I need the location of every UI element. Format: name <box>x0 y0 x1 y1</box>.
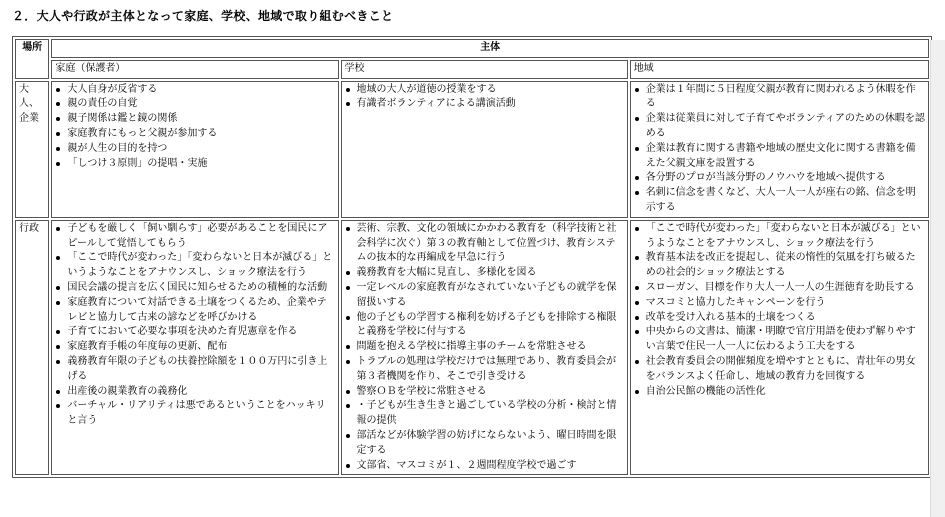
list-item: 出産後の親業教育の義務化 <box>55 385 334 400</box>
list-item: 企業は従業員に対して子育てやボランティアのための休暇を認める <box>634 112 925 142</box>
column-header-region: 地域 <box>630 60 929 79</box>
vertical-scrollbar[interactable] <box>930 40 945 517</box>
item-list <box>55 83 334 172</box>
list-item: 大人自身が反省する <box>55 83 334 98</box>
list-item: 子どもを厳しく「飼い馴らす」必要があることを国民にアピールして覚悟してもらう <box>55 222 334 252</box>
list-item: 企業は教育に関する書籍や地域の歴史文化に関する書籍を備えた父親文庫を設置する <box>634 142 925 172</box>
list-item: 自治公民館の機能の活性化 <box>634 385 925 400</box>
column-header-home: 家庭（保護者） <box>51 60 338 79</box>
list-item: 文部省、マスコミが１、２週間程度学校で過ごす <box>345 459 624 474</box>
table-row <box>15 220 929 476</box>
list-item: 「ここで時代が変わった」「変わらないと日本が滅びる」というようなことをアナウンスし、ショック療法を行う <box>55 251 334 281</box>
list-item: 親が人生の目的を持つ <box>55 142 334 157</box>
list-item: 各分野のプロが当該分野のノウハウを地域へ提供する <box>634 171 925 186</box>
list-item: 社会教育委員会の開催頻度を増やすとともに、青壮年の男女をバランスよく任命し、地域の教育力を回復する <box>634 355 925 385</box>
cell-adults-home <box>51 81 338 218</box>
list-item: 家庭教育について対話できる土壌をつくるため、企業やテレビと協力して古来の諺などを呼びかける <box>55 296 334 326</box>
list-item: 教育基本法を改正を提起し、従来の惰性的気風を打ち破るための社会的ショック療法とする <box>634 251 925 281</box>
list-item: 問題を抱える学校に指導主事のチームを常駐させる <box>345 340 624 355</box>
list-item: 家庭教育にもっと父親が参加する <box>55 127 334 142</box>
list-item: 名刺に信念を書くなど、大人一人一人が座右の銘、信念を明示する <box>634 186 925 216</box>
column-header-school: 学校 <box>341 60 628 79</box>
item-list <box>345 222 624 474</box>
row-label-adults: 大人、企業 <box>15 81 49 218</box>
list-item: 部活などが体験学習の妨げにならないよう、曜日時間を限定する <box>345 429 624 459</box>
table-row <box>15 81 929 218</box>
item-list <box>345 83 624 113</box>
list-item: 企業は１年間に５日程度父親が教育に関われるよう休暇を作る <box>634 83 925 113</box>
list-item: 警察ＯＢを学校に常駐させる <box>345 385 624 400</box>
list-item: 「しつけ３原則」の提唱・実施 <box>55 157 334 172</box>
cell-adults-school <box>341 81 628 218</box>
subject-header: 主体 <box>51 39 929 58</box>
item-list <box>634 222 925 400</box>
list-item: 親の責任の自覚 <box>55 97 334 112</box>
list-item: バーチャル・リアリティは悪であるということをハッキリと言う <box>55 399 334 429</box>
list-item: 子育てにおいて必要な事項を決めた育児憲章を作る <box>55 325 334 340</box>
row-label-government: 行政 <box>15 220 49 476</box>
page-title: ２．大人や行政が主体となって家庭、学校、地域で取り組むべきこと <box>12 9 394 23</box>
list-item: 改革を受け入れる基本的土壌をつくる <box>634 311 925 326</box>
list-item: トラブルの処理は学校だけでは無理であり、教育委員会が第３者機関を作り、そこで引き受ける <box>345 355 624 385</box>
table-header-row <box>15 39 929 58</box>
list-item: ・子どもが生き生きと過ごしている学校の分析・検討と情報の提供 <box>345 399 624 429</box>
list-item: スローガン、目標を作り大人一人一人の生涯徳育を助長する <box>634 281 925 296</box>
list-item: 中央からの文書は、簡潔・明瞭で官庁用語を使わず解りやすい言葉で住民一人一人に伝わるよう工夫をする <box>634 325 925 355</box>
list-item: 義務教育年限の子どもの扶養控除額を１００万円に引き上げる <box>55 355 334 385</box>
list-item: 親子関係は鑑と鏡の関係 <box>55 112 334 127</box>
list-item: 「ここで時代が変わった」「変わらないと日本が滅びる」というようなことをアナウンスし、ショック療法を行う <box>634 222 925 252</box>
item-list <box>634 83 925 216</box>
list-item: 義務教育を大幅に見直し、多様化を図る <box>345 266 624 281</box>
measures-table <box>12 36 932 478</box>
cell-government-region <box>630 220 929 476</box>
list-item: 地域の大人が道徳の授業をする <box>345 83 624 98</box>
cell-government-home <box>51 220 338 476</box>
list-item: 一定レベルの家庭教育がなされていない子どもの就学を保留扱いする <box>345 281 624 311</box>
item-list <box>55 222 334 429</box>
list-item: マスコミと協力したキャンペーンを行う <box>634 296 925 311</box>
cell-government-school <box>341 220 628 476</box>
list-item: 他の子どもの学習する権利を妨げる子どもを排除する権限と義務を学校に付与する <box>345 311 624 341</box>
list-item: 芸術、宗教、文化の領域にかかわる教育を（科学技術と社会科学に次ぐ）第３の教育軸として位置づけ、教育システムの抜本的な再編成を早急に行う <box>345 222 624 266</box>
place-header: 場所 <box>15 39 49 79</box>
column-header-row <box>15 60 929 79</box>
list-item: 家庭教育手帳の年度毎の更新、配布 <box>55 340 334 355</box>
cell-adults-region <box>630 81 929 218</box>
list-item: 国民会議の提言を広く国民に知らせるための積極的な活動 <box>55 281 334 296</box>
list-item: 有識者ボランティアによる講演活動 <box>345 97 624 112</box>
